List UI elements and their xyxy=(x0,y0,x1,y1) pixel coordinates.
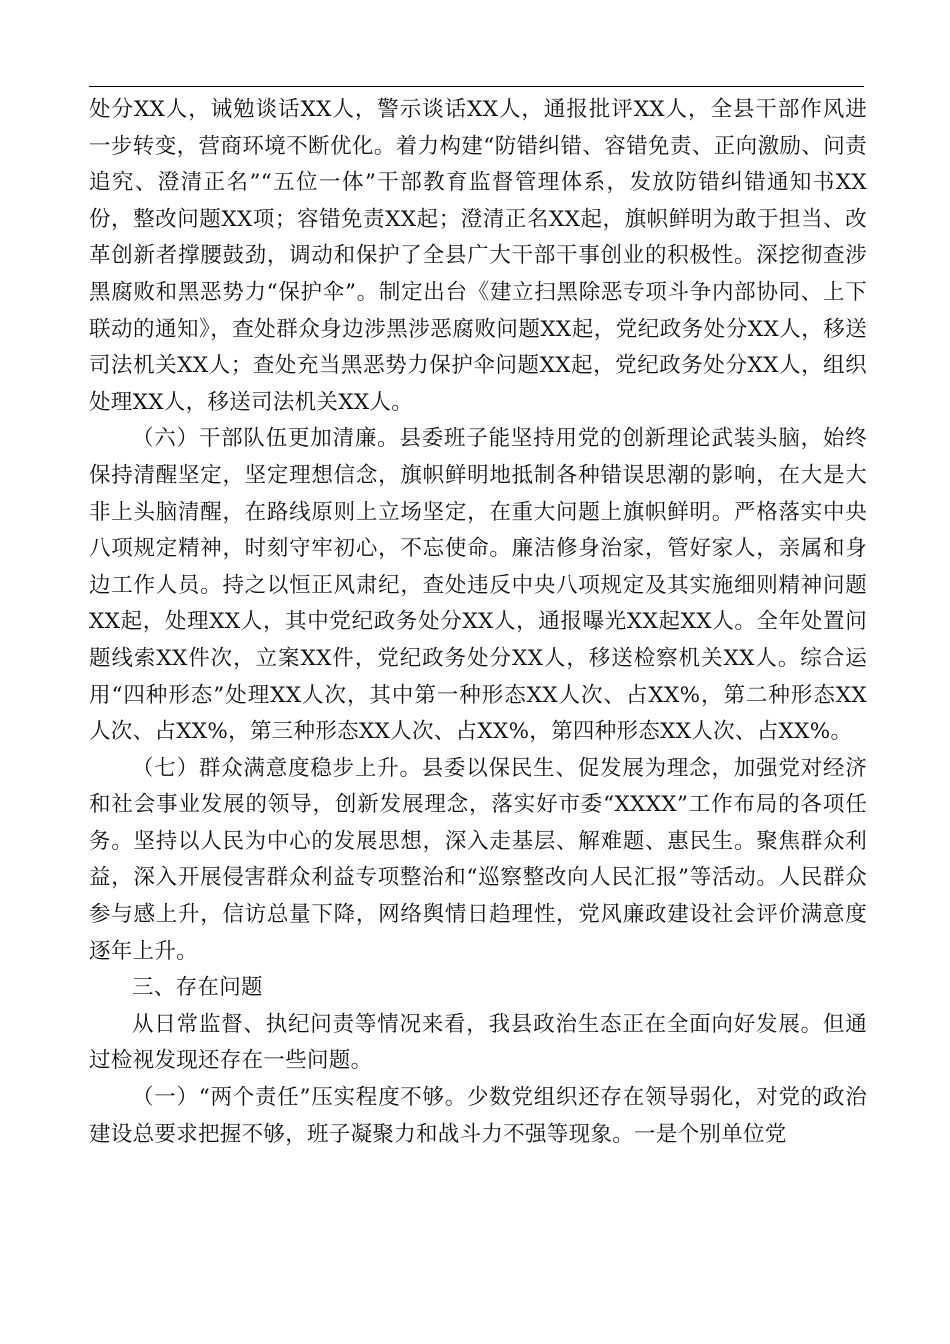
paragraph-problem-one: （一）“两个责任”压实程度不够。少数党组织还存在领导弱化，对党的政治建设总要求把握不够，班子凝聚力和战斗力不强等现象。一是个别单位党 xyxy=(89,1085,867,1147)
paragraph-section-seven: （七）群众满意度稳步上升。县委以保民生、促发展为理念，加强党对经济和社会事业发展的领导，创新发展理念，落实好市委“XXXX”工作布局的各项任务。坚持以人民为中心的发展思想，深入走基层、解难题、惠民生。聚焦群众利益，深入开展侵害群众利益专项整治和“巡察整改向人民汇报”等活动。人民群众参与感上升，信访总量下降，网络舆情日趋理性，党风廉政建设社会评价满意度逐年上升。 xyxy=(89,755,867,964)
header-rule xyxy=(89,86,864,87)
paragraph-continued-discipline: 处分XX人，诫勉谈话XX人，警示谈话XX人，通报批评XX人，全县干部作风进一步转变，营商环境不断优化。着力构建“防错纠错、容错免责、正向激励、问责追究、澄清正名”“五位一体”干部教育监督管理体系，发放防错纠错通知书XX份，整改问题XX项；容错免责XX起；澄清正名XX起，旗帜鲜明为敢于担当、改革创新者撑腰鼓劲，调动和保护了全县广大干部干事创业的积极性。深挖彻查涉黑腐败和黑恶势力“保护伞”。制定出台《建立扫黑除恶专项斗争内部协同、上下联动的通知》，查处群众身边涉黑涉恶腐败问题XX起，党纪政务处分XX人，移送司法机关XX人；查处充当黑恶势力保护伞问题XX起，党纪政务处分XX人，组织处理XX人，移送司法机关XX人。 xyxy=(89,97,867,415)
document-body xyxy=(89,92,867,1153)
paragraph-section-six: （六）干部队伍更加清廉。县委班子能坚持用党的创新理论武装头脑，始终保持清醒坚定，坚定理想信念，旗帜鲜明地抵制各种错误思潮的影响，在大是大非上头脑清醒，在路线原则上立场坚定，在重大问题上旗帜鲜明。严格落实中央八项规定精神，时刻守牢初心，不忘使命。廉洁修身治家，管好家人，亲属和身边工作人员。持之以恒正风肃纪，查处违反中央八项规定及其实施细则精神问题XX起，处理XX人，其中党纪政务处分XX人，通报曝光XX起XX人。全年处置问题线索XX件次，立案XX件，党纪政务处分XX人，移送检察机关XX人。综合运用“四种形态”处理XX人次，其中第一种形态XX人次、占XX%，第二种形态XX人次、占XX%，第三种形态XX人次、占XX%，第四种形态XX人次、占XX%。 xyxy=(89,426,867,745)
heading-existing-problems: 三、存在问题 xyxy=(132,975,263,1001)
paragraph-problems-intro: 从日常监督、执纪问责等情况来看，我县政治生态正在全面向好发展。但通过检视发现还存在一些问题。 xyxy=(89,1011,867,1074)
